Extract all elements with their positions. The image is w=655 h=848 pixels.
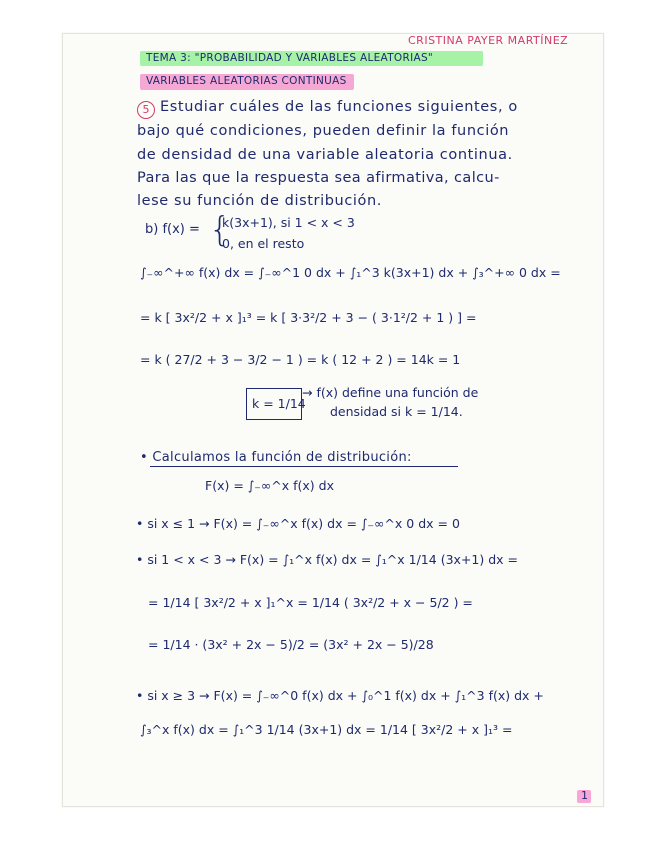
exercise-number: 5 — [137, 101, 155, 119]
author-name: CRISTINA PAYER MARTÍNEZ — [408, 34, 569, 47]
case-x-ge-3-continued: ∫₃^x f(x) dx = ∫₁^3 1/14 (3x+1) dx = 1/14 [ 3x²/2 + x ]₁³ = — [140, 722, 513, 737]
statement-line-4: Para las que la respuesta sea afirmativa, calcu- — [137, 170, 500, 186]
topic-title: TEMA 3: "PROBABILIDAD Y VARIABLES ALEATORIAS" — [146, 52, 434, 64]
statement-line-5: lese su función de distribución. — [137, 193, 383, 209]
part-b-case-1: k(3x+1), si 1 < x < 3 — [222, 215, 355, 230]
case-1-lt-x-lt-3: • si 1 < x < 3 → F(x) = ∫₁^x f(x) dx = ∫₁^x 1/14 (3x+1) dx = — [136, 552, 518, 567]
case-middle-step-2: = 1/14 [ 3x²/2 + x ]₁^x = 1/14 ( 3x²/2 + x − 5/2 ) = — [148, 595, 473, 610]
statement-line-3: de densidad de una variable aleatoria continua. — [137, 147, 513, 163]
distribution-heading-underline — [150, 466, 458, 467]
math-line-3: = k ( 27/2 + 3 − 3/2 − 1 ) = k ( 12 + 2 ) = 14k = 1 — [140, 352, 461, 367]
math-line-1: ∫₋∞^+∞ f(x) dx = ∫₋∞^1 0 dx + ∫₁^3 k(3x+1) dx + ∫₃^+∞ 0 dx = — [140, 265, 561, 280]
F-definition: F(x) = ∫₋∞^x f(x) dx — [205, 478, 334, 493]
case-x-ge-3: • si x ≥ 3 → F(x) = ∫₋∞^0 f(x) dx + ∫₀^1 f(x) dx + ∫₁^3 f(x) dx + — [136, 688, 544, 703]
result-note-2: densidad si k = 1/14. — [330, 404, 463, 419]
piecewise-brace: { — [209, 210, 231, 250]
statement-line-2: bajo qué condiciones, pueden definir la función — [137, 123, 510, 139]
part-b-label: b) f(x) = — [145, 222, 200, 237]
distribution-heading: • Calculamos la función de distribución: — [140, 450, 412, 465]
math-line-2: = k [ 3x²/2 + x ]₁³ = k [ 3·3²/2 + 3 − ( 3·1²/2 + 1 ) ] = — [140, 310, 477, 325]
page-number: 1 — [581, 789, 588, 802]
result-note-1: → f(x) define una función de — [302, 385, 479, 400]
part-b-case-2: 0, en el resto — [222, 236, 305, 251]
statement-line-1: Estudiar cuáles de las funciones siguientes, o — [160, 99, 518, 115]
case-middle-step-3: = 1/14 · (3x² + 2x − 5)/2 = (3x² + 2x − 5)/28 — [148, 637, 434, 652]
case-x-le-1: • si x ≤ 1 → F(x) = ∫₋∞^x f(x) dx = ∫₋∞^x 0 dx = 0 — [136, 516, 460, 531]
result-value: k = 1/14 — [252, 396, 306, 411]
subtopic-title: VARIABLES ALEATORIAS CONTINUAS — [146, 75, 347, 87]
